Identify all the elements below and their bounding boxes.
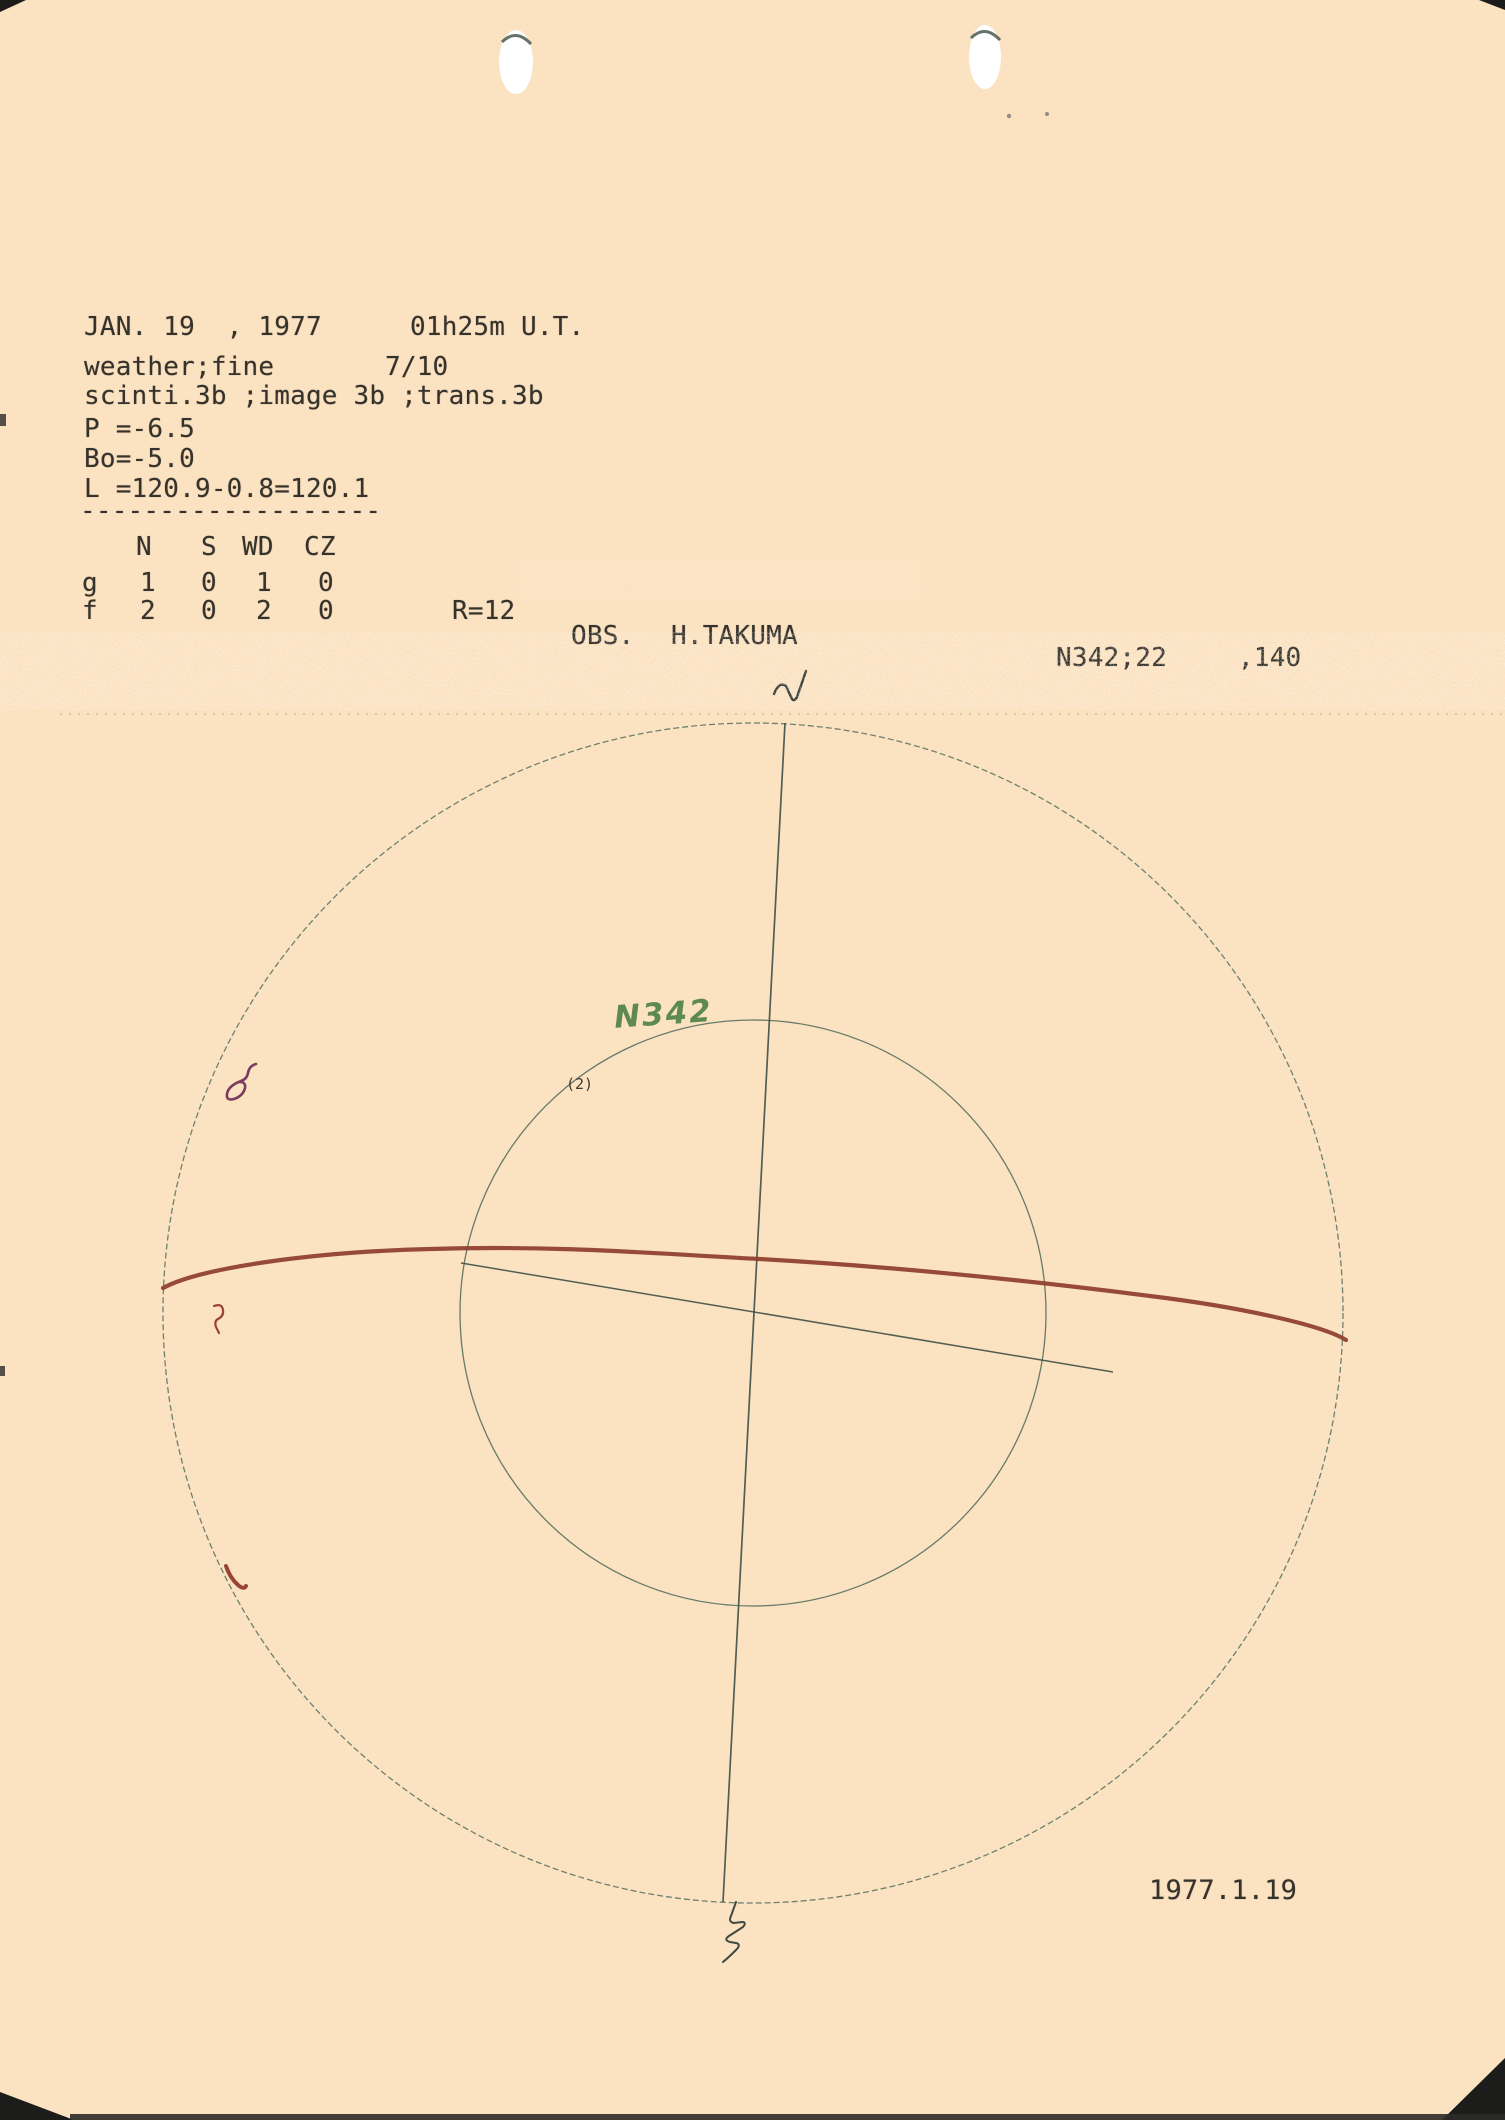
- paper-crease-band: [0, 632, 1505, 710]
- region-label-handwritten: N342: [612, 992, 714, 1036]
- spot-count-label: (2): [566, 1075, 594, 1093]
- punch-hole-left: [499, 30, 533, 94]
- scan-edge-mark: [0, 414, 6, 426]
- scan-edge-mark: [0, 1366, 5, 1376]
- punch-hole-right: [969, 25, 1001, 89]
- paper-crease-cloud: [520, 560, 920, 602]
- scan-dot: [1007, 114, 1011, 118]
- scan-bottom-edge: [70, 2114, 1505, 2120]
- scan-dot: [1045, 112, 1049, 116]
